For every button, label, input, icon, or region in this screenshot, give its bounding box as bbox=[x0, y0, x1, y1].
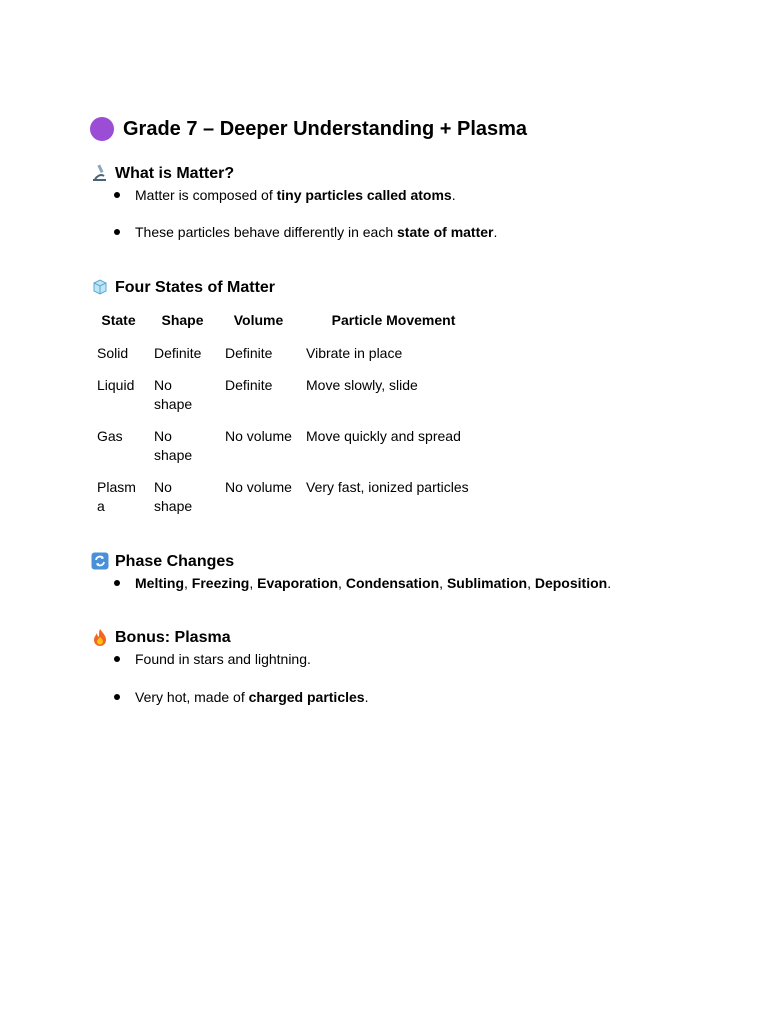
column-header: Volume bbox=[233, 312, 284, 328]
phase-term: Deposition bbox=[534, 575, 608, 591]
list-item bbox=[90, 222, 690, 242]
bullet-text-end: . bbox=[451, 187, 456, 203]
bullet-bold-text: tiny particles called atoms bbox=[276, 187, 452, 203]
table-cell: Solid bbox=[97, 345, 129, 361]
heading-text: Phase Changes bbox=[115, 553, 235, 570]
page-title-text: Grade 7 – Deeper Understanding + Plasma bbox=[123, 118, 528, 140]
phase-term: Sublimation bbox=[446, 575, 528, 591]
ice-cube-icon bbox=[90, 278, 110, 298]
separator: , bbox=[249, 575, 258, 591]
table-cell: Move quickly and spread bbox=[306, 428, 461, 444]
table-header-row bbox=[90, 311, 488, 344]
plasma-bullet-list bbox=[90, 649, 690, 707]
heading-text: What is Matter? bbox=[115, 165, 235, 182]
table-cell: Gas bbox=[97, 428, 123, 444]
bullet-dot bbox=[114, 694, 120, 700]
bullet-dot bbox=[114, 192, 120, 198]
bullet-text: Found in stars and lightning. bbox=[135, 651, 311, 667]
separator: , bbox=[527, 575, 535, 591]
list-item bbox=[90, 185, 690, 205]
table-cell: No shape bbox=[154, 377, 193, 412]
separator: , bbox=[338, 575, 346, 591]
table-row bbox=[90, 478, 488, 529]
list-item bbox=[90, 573, 690, 593]
document-page bbox=[90, 114, 690, 707]
table-cell: No volume bbox=[225, 428, 292, 444]
heading-text: Four States of Matter bbox=[115, 279, 276, 296]
table-cell: Liquid bbox=[97, 377, 135, 393]
page-title bbox=[90, 114, 690, 144]
table-cell: No shape bbox=[154, 479, 193, 514]
purple-circle-icon bbox=[90, 117, 114, 141]
bullet-text: These particles behave differently in each bbox=[135, 224, 398, 240]
bullet-dot bbox=[114, 229, 120, 235]
phase-term: Evaporation bbox=[257, 575, 339, 591]
column-header: Shape bbox=[161, 312, 204, 328]
table-cell: No volume bbox=[225, 479, 292, 495]
states-table bbox=[90, 311, 488, 529]
list-item bbox=[90, 687, 690, 707]
table-cell: Definite bbox=[225, 345, 273, 361]
table-row bbox=[90, 376, 488, 427]
table-row bbox=[90, 344, 488, 376]
list-item bbox=[90, 649, 690, 669]
bullet-text: Matter is composed of bbox=[135, 187, 277, 203]
bullet-text-end: . bbox=[493, 224, 498, 240]
column-header: State bbox=[101, 312, 136, 328]
table-cell: Move slowly, slide bbox=[306, 377, 418, 393]
bullet-text-end: . bbox=[364, 689, 369, 705]
bullet-dot bbox=[114, 656, 120, 662]
table-cell: Definite bbox=[225, 377, 273, 393]
matter-bullet-list bbox=[90, 185, 690, 242]
phase-term: Freezing bbox=[191, 575, 250, 591]
table-cell: Definite bbox=[154, 345, 202, 361]
table-cell: Vibrate in place bbox=[306, 345, 403, 361]
fire-icon bbox=[90, 628, 110, 648]
microscope-icon bbox=[90, 164, 110, 184]
column-header: Particle Movement bbox=[331, 312, 456, 328]
table-cell: Very fast, ionized particles bbox=[306, 479, 469, 495]
bullet-text: Very hot, made of bbox=[135, 689, 249, 705]
heading-text: Bonus: Plasma bbox=[115, 629, 231, 646]
bullet-bold-text: charged particles bbox=[248, 689, 365, 705]
separator: . bbox=[607, 575, 612, 591]
heading-four-states bbox=[90, 277, 690, 299]
phase-bullet-list bbox=[90, 573, 690, 593]
heading-bonus-plasma bbox=[90, 627, 690, 649]
bullet-dot bbox=[114, 580, 120, 586]
heading-what-is-matter bbox=[90, 163, 690, 185]
separator: , bbox=[439, 575, 447, 591]
phase-term: Melting bbox=[135, 575, 184, 591]
arrows-cycle-icon bbox=[90, 552, 110, 572]
table-cell: No shape bbox=[154, 428, 193, 463]
table-row bbox=[90, 427, 488, 478]
table-cell: Plasma bbox=[97, 479, 136, 514]
heading-phase-changes bbox=[90, 551, 690, 573]
phase-term: Condensation bbox=[345, 575, 440, 591]
separator: , bbox=[184, 575, 192, 591]
bullet-bold-text: state of matter bbox=[397, 224, 494, 240]
